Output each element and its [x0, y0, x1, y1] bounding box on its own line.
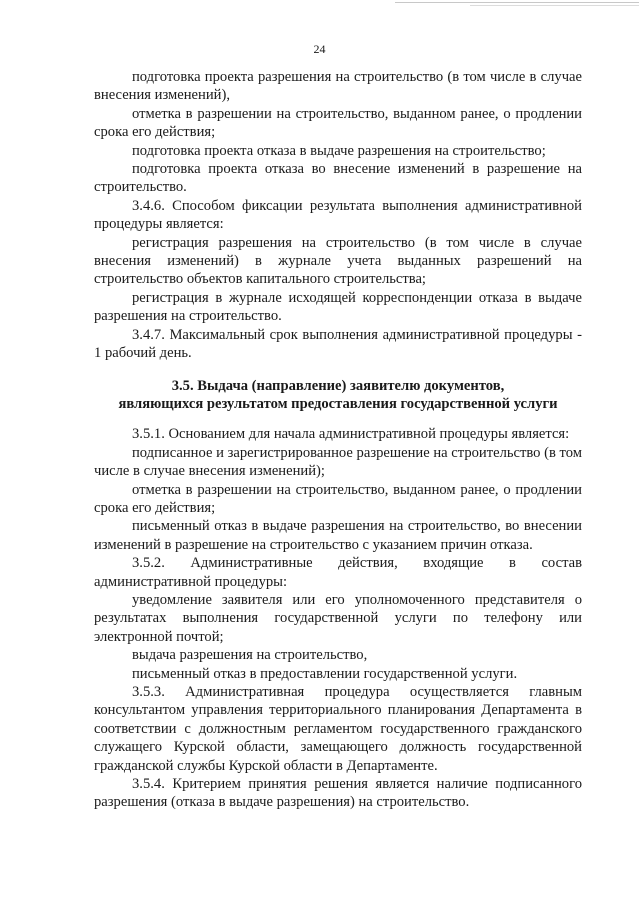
paragraph: 3.5.1. Основанием для начала административной процедуры является: — [132, 426, 570, 443]
paragraph: отметка в разрешении на строительство, выданном ранее, о продлении срока его действия; — [94, 481, 582, 516]
section-heading — [94, 377, 582, 414]
paragraph: уведомление заявителя или его уполномоченного представителя о результатах выполнения государственной услуги по телефону или электронной почтой; — [94, 591, 582, 645]
section-heading-line: являющихся результатом предоставления государственной услуги — [118, 395, 558, 412]
paragraph: подготовка проекта отказа во внесение изменений в разрешение на строительство. — [94, 161, 582, 196]
page-number: 24 — [313, 42, 326, 56]
paragraph: 3.5.4. Критерием принятия решения является наличие подписанного разрешения (отказа в выдаче разрешения) на строительство. — [94, 776, 582, 811]
paragraph: письменный отказ в предоставлении государственной услуги. — [132, 665, 518, 682]
paragraph: 3.5.3. Административная процедура осуществляется главным консультантом управления территориального планирования Департамента в соответствии с должностным регламентом государственного гражданского служащего Курской области, замещающего должность государственной гражданской службы Курской области в Департаменте. — [94, 684, 582, 774]
paragraph: регистрация в журнале исходящей корреспонденции отказа в выдаче разрешения на строительство. — [94, 289, 582, 325]
document-body — [94, 68, 582, 812]
paragraph: подготовка проекта разрешения на строительство (в том числе в случае внесения изменений), — [94, 69, 582, 104]
paragraph: выдача разрешения на строительство, — [132, 647, 368, 664]
paragraph: письменный отказ в выдаче разрешения на строительство, во внесении изменений в разрешение на строительство с указанием причин отказа. — [94, 518, 582, 553]
section-heading-line: 3.5. Выдача (направление) заявителю документов, — [171, 377, 505, 394]
scan-artifact-line — [470, 5, 639, 6]
scan-artifact-line — [395, 2, 639, 3]
paragraph: 3.4.7. Максимальный срок выполнения административной процедуры - 1 рабочий день. — [94, 326, 582, 362]
paragraph: 3.5.2. Административные действия, входящие в состав административной процедуры: — [94, 555, 582, 590]
paragraph: отметка в разрешении на строительство, выданном ранее, о продлении срока его действия; — [94, 105, 582, 141]
paragraph: 3.4.6. Способом фиксации результата выполнения административной процедуры является: — [94, 197, 582, 233]
paragraph: подготовка проекта отказа в выдаче разрешения на строительство; — [132, 142, 546, 159]
paragraph: регистрация разрешения на строительство (в том числе в случае внесения изменений) в журнале учета выданных разрешений на строительство объектов капитального строительства; — [94, 234, 582, 288]
paragraph: подписанное и зарегистрированное разрешение на строительство (в том числе в случае внесения изменений); — [94, 444, 582, 480]
